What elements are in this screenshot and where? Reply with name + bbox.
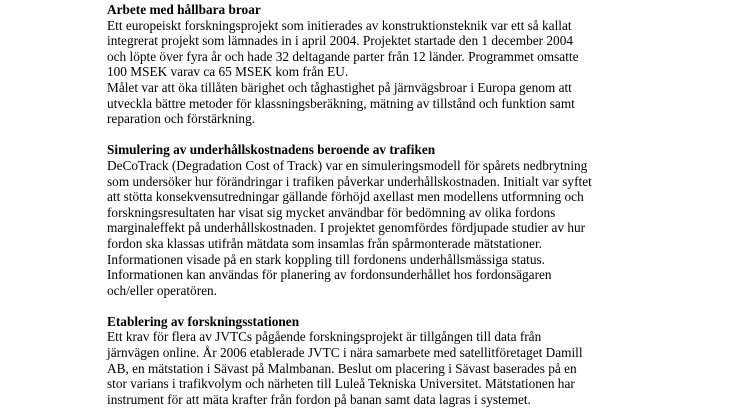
paragraph-line: Målet var att öka tillåten bärighet och tåghastighet på järnvägsbroar i Europa genom att bbox=[107, 79, 572, 95]
paragraph-line: instrument för att mäta krafter från fordon på banan samt data lagras i systemet. bbox=[107, 391, 531, 407]
paragraph-line: DeCoTrack (Degradation Cost of Track) var en simuleringsmodell för spårets nedbrytning bbox=[107, 157, 588, 173]
paragraph-line: järnvägen online. År 2006 etablerade JVTC i nära samarbete med satellitföretaget Damill bbox=[107, 345, 583, 361]
paragraph-line: AB, en mätstation i Sävast på Malmbanan. Beslut om placering i Sävast baserades på en bbox=[107, 360, 577, 376]
section-heading: Etablering av forskningsstationen bbox=[107, 313, 300, 329]
paragraph-line: Informationen kan användas för planering av fordonsunderhållet hos fordonsägaren bbox=[107, 267, 552, 283]
paragraph-line: Informationen visade på en stark koppling till fordonens underhållsmässiga status. bbox=[107, 251, 545, 267]
document-body bbox=[107, 2, 627, 419]
section-forskningsstationen bbox=[107, 314, 627, 408]
paragraph-line: och löpte över fyra år och hade 32 deltagande parter från 12 länder. Programmet omsatte bbox=[107, 48, 579, 64]
paragraph-line: Ett krav för flera av JVTCs pågående forskningsprojekt är tillgången till data från bbox=[107, 329, 542, 345]
section-heading: Arbete med hållbara broar bbox=[107, 2, 261, 17]
paragraph-line: utveckla bättre metoder för klassningsberäkning, mätning av tillstånd och funktion samt bbox=[107, 95, 575, 111]
paragraph-line: som undersöker hur förändringar i trafiken påverkar underhållskostnaden. Initialt var syftet bbox=[107, 173, 592, 189]
paragraph-line: forskningsresultaten har visat sig mycket användbar för bedömning av olika fordons bbox=[107, 204, 556, 220]
paragraph-line: Ett europeiskt forskningsprojekt som initierades av konstruktionsteknik var ett så kallat bbox=[107, 17, 572, 33]
paragraph-line: och/eller operatören. bbox=[107, 282, 218, 298]
paragraph-line: stor varians i trafikvolym och närheten till Luleå Tekniska Universitet. Mätstationen har bbox=[107, 376, 575, 392]
section-simulering bbox=[107, 142, 627, 298]
section-hallbara-broar bbox=[107, 2, 627, 127]
paragraph-line: marginaleffekt på underhållskostnaden. I projektet genomfördes fördjupade studier av hur bbox=[107, 220, 586, 236]
paragraph-line: att stötta konsekvensutredningar gällande förhöjd axellast men modellens utformning och bbox=[107, 189, 584, 205]
paragraph-line: 100 MSEK varav ca 65 MSEK kom från EU. bbox=[107, 64, 349, 80]
paragraph-line: reparation och förstärkning. bbox=[107, 111, 256, 127]
paragraph-line: fordon ska klassas utifrån mätdata som insamlas från spårmonterade mätstationer. bbox=[107, 235, 542, 251]
paragraph-line: integrerat projekt som lämnades in i april 2004. Projektet startade den 1 december 2004 bbox=[107, 33, 573, 49]
section-heading: Simulering av underhållskostnadens beroende av trafiken bbox=[107, 142, 436, 158]
